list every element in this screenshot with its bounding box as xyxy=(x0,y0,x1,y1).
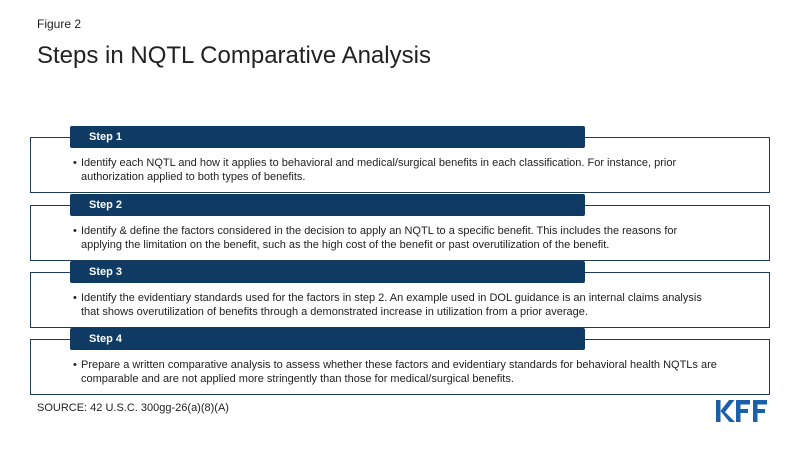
page-title: Steps in NQTL Comparative Analysis xyxy=(37,42,431,69)
bullet-icon: • xyxy=(73,157,77,169)
step-2-text xyxy=(73,224,721,252)
kff-logo-icon xyxy=(716,398,770,424)
step-4-text xyxy=(73,358,721,386)
bullet-icon: • xyxy=(73,359,77,371)
step-1-header: Step 1 xyxy=(70,126,585,148)
step-3-box xyxy=(30,266,770,328)
step-2-box xyxy=(30,199,770,261)
step-4-description: Prepare a written comparative analysis to assess whether these factors and evidentiary standards for behavioral health NQTLs are comparable and are not applied more stringently than those for medical/surgical benefits. xyxy=(81,359,717,385)
step-2-header: Step 2 xyxy=(70,194,585,216)
bullet-icon: • xyxy=(73,292,77,304)
source-note: SOURCE: 42 U.S.C. 300gg-26(a)(8)(A) xyxy=(37,402,229,414)
step-1-text xyxy=(73,156,721,184)
step-2-description: Identify & define the factors considered in the decision to apply an NQTL to a specific benefit. This includes the reasons for applying the limitation on the benefit, such as the high cost of the benefit or past overutilization of the benefit. xyxy=(81,225,678,251)
step-4-header: Step 4 xyxy=(70,328,585,350)
bullet-icon: • xyxy=(73,225,77,237)
figure-label: Figure 2 xyxy=(37,17,82,31)
step-1-box xyxy=(30,131,770,193)
step-3-description: Identify the evidentiary standards used for the factors in step 2. An example used in DOL guidance is an internal claims analysis that shows overutilization of benefits through a demonstrated increase in utilization from a prior average. xyxy=(81,292,702,318)
step-3-header: Step 3 xyxy=(70,261,585,283)
step-1-description: Identify each NQTL and how it applies to behavioral and medical/surgical benefits in each classification. For instance, prior authorization applied to both types of benefits. xyxy=(81,157,677,183)
step-3-text xyxy=(73,291,721,319)
step-4-box xyxy=(30,333,770,395)
